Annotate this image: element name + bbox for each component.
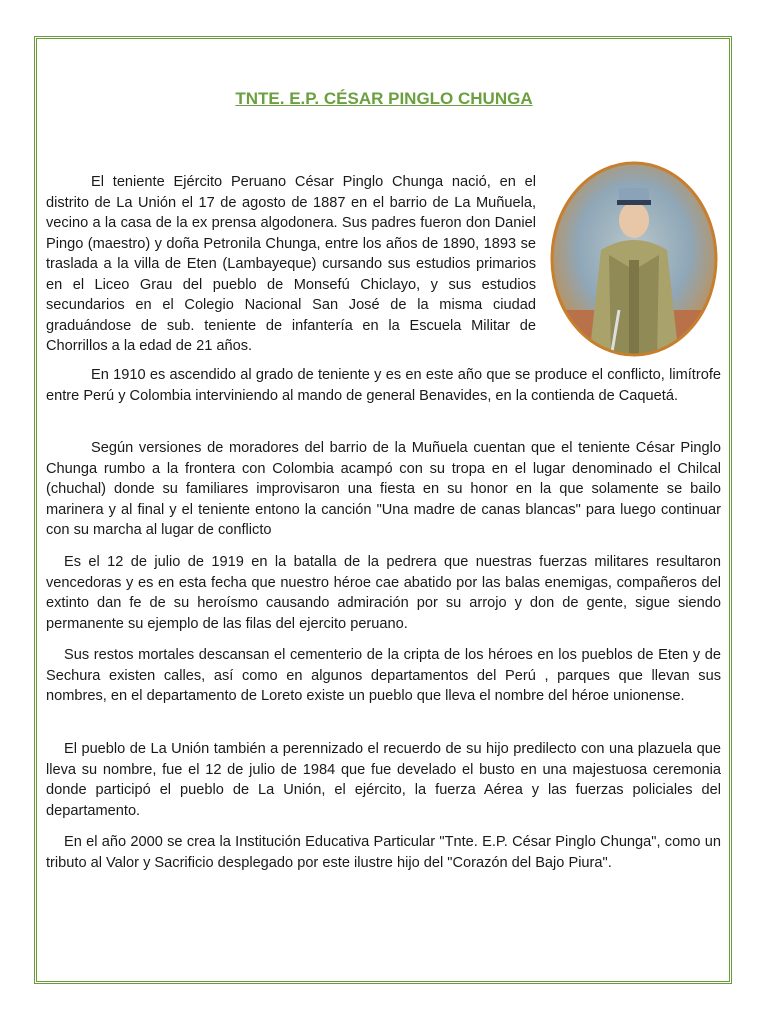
paragraph-battle: Es el 12 de julio de 1919 en la batalla de la pedrera que nuestras fuerzas militares resultaron vencedoras y es en esta fecha que nuestro héroe cae abatido por las balas enemigas, compañeros del extinto dan fe de su heroísmo causando admiración por su arrojo y don de gente, sigue siendo permanente su ejemplo de las filas del ejercito peruano. xyxy=(46,554,721,632)
paragraph-promotion: En 1910 es ascendido al grado de teniente y es en este año que se produce el conflicto, limítrofe entre Perú y Colombia interviniendo al mando de general Benavides, en la contienda de Caquetá. xyxy=(46,367,721,404)
portrait-image xyxy=(549,160,719,358)
paragraph-remains: Sus restos mortales descansan el cementerio de la cripta de los héroes en los pueblos de Eten y de Sechura existen calles, así como en algunos departamentos del Perú , parques que llevan sus nombres, en el departamento de Loreto existe un pueblo que lleva el nombre del héroe unionense. xyxy=(46,647,721,704)
paragraph-campsite: Según versiones de moradores del barrio de la Muñuela cuentan que el teniente César Pinglo Chunga rumbo a la frontera con Colombia acampó con su tropa en el lugar denominado el Chilcal (chuchal) donde su familiares improvisaron una fiesta en su honor en la que solamente se bailo marinera y al final y el teniente entono la canción "Una madre de canas blancas" para luego continuar con su marcha al lugar de conflicto xyxy=(46,440,721,538)
paragraph-institution: En el año 2000 se crea la Institución Educativa Particular "Tnte. E.P. César Pinglo Chunga", como un tributo al Valor y Sacrificio desplegado por este ilustre hijo del "Corazón del Bajo Piura". xyxy=(46,834,721,871)
paragraph-memorial: El pueblo de La Unión también a perennizado el recuerdo de su hijo predilecto con una plazuela que lleva su nombre, fue el 12 de julio de 1984 que fue develado el busto en una majestuosa ceremonia donde participó el pueblo de La Unión, el ejército, la fuerza Aérea y las fuerzas policiales del departamento. xyxy=(46,741,721,819)
document-title: TNTE. E.P. CÉSAR PINGLO CHUNGA xyxy=(235,89,533,108)
paragraph-birth: El teniente Ejército Peruano César Pinglo Chunga nació, en el distrito de La Unión el 17 de agosto de 1887 en el barrio de La Muñuela, vecino a la casa de la ex prensa algodonera. Sus padres fueron don Daniel Pingo (maestro) y doña Petronila Chunga, entre los años de 1890, 1893 se traslada a la villa de Eten (Lambayeque) cursando sus estudios primarios en el Liceo Grau del pueblo de Monsefú Chiclayo, y sus estudios secundarios en el Colegio Nacional San José de la misma ciudad graduándose de sub. teniente de infantería en la Escuela Militar de Chorrillos a la edad de 21 años. xyxy=(46,174,536,354)
